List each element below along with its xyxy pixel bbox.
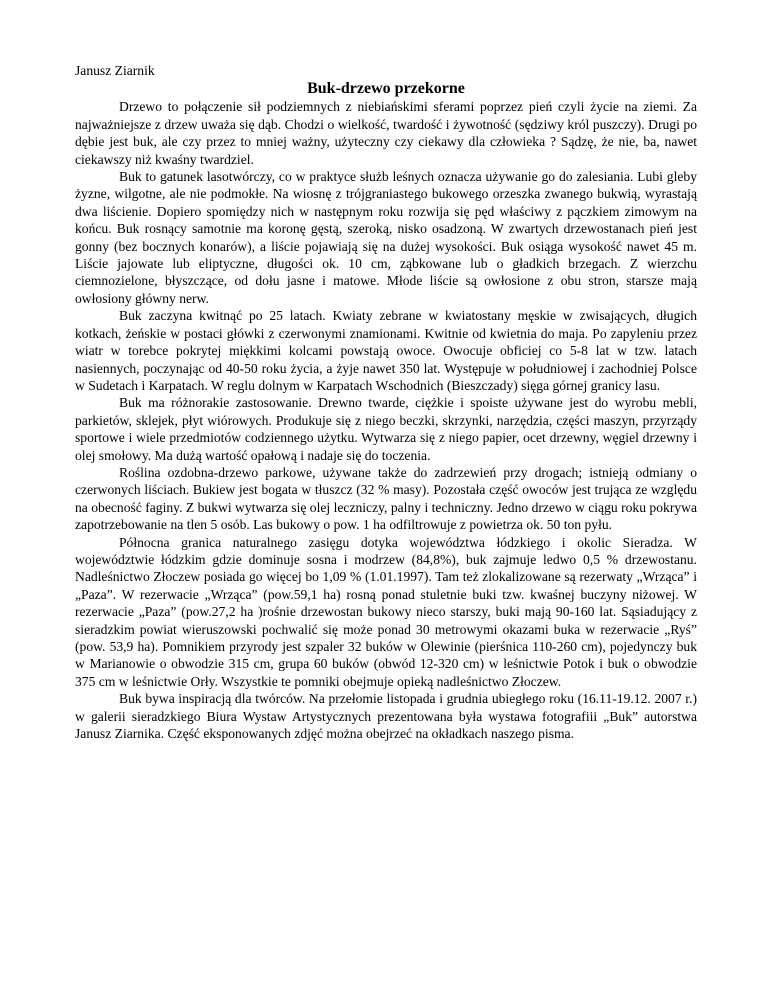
paragraph-intro: Drzewo to połączenie sił podziemnych z niebiańskimi sferami poprzez pień czyli życie na ziemi. Za najważniejsze z drzew uważa się dąb. Chodzi o wielkość, twardość i żywotność (sędziwy król puszczy). Drugi po dębie jest buk, ale czy przez to mniej ważny, użyteczny czy ciekawy dla człowieka ? Sądzę, że nie, ba, nawet ciekawszy niż kwaśny twardziel. xyxy=(75,99,697,167)
paragraph-flowering: Buk zaczyna kwitnąć po 25 latach. Kwiaty zebrane w kwiatostany męskie w zwisających, długich kotkach, żeńskie w postaci główki z czerwonymi znamionami. Kwitnie od kwietnia do maja. Po zapyleniu przez wiatr w torebce pokrytej miękkimi kolcami powstają owoce. Owocuje obficiej co 5-8 lat w tzw. latach nasiennych, poczynając od 40-50 roku życia, a żyje nawet 350 lat. Występuje w południowej i zachodniej Polsce w Sudetach i Karpatach. W reglu dolnym w Karpatach Wschodnich (Bieszczady) sięga górnej granicy lasu. xyxy=(75,308,697,393)
author-name: Janusz Ziarnik xyxy=(75,63,155,78)
article xyxy=(75,62,697,742)
paragraph-inspiration: Buk bywa inspiracją dla twórców. Na przełomie listopada i grudnia ubiegłego roku (16.11-19.12. 2007 r.) w galerii sieradzkiego Biura Wystaw Artystycznych prezentowana była wystawa fotografiii „Buk” autorstwa Janusz Ziarnika. Część eksponowanych zdjęć można obejrzeć na okładkach naszego pisma. xyxy=(75,691,697,742)
paragraph-ornamental: Roślina ozdobna-drzewo parkowe, używane także do zadrzewień przy drogach; istnieją odmiany o czerwonych liściach. Bukiew jest bogata w tłuszcz (32 % masy). Pozostała część owoców jest trująca ze względu na obecność faginy. Z bukwi wytwarza się olej leczniczy, palny i techniczny. Jedno drzewo w ciągu roku pokrywa zapotrzebowanie na tlen 5 osób. Las bukowy o pow. 1 ha odfiltrowuje z powietrza ok. 50 ton pyłu. xyxy=(75,464,697,533)
article-title: Buk-drzewo przekorne xyxy=(307,80,465,98)
paragraph-species: Buk to gatunek lasotwórczy, co w praktyce służb leśnych oznacza używanie go do zalesiania. Lubi gleby żyzne, wilgotne, ale nie podmokłe. Na wiosnę z trójgraniastego bukowego orzeszka zwanego bukwią, wyrastają dwa liścienie. Dopiero spomiędzy nich w następnym roku rozwija się pęd właściwy z pączkiem zimowym na końcu. Buk rosnący samotnie ma koronę gęstą, szeroką, nisko osadzoną. W zwartych drzewostanach pień jest gonny (bez bocznych konarów), a liście pojawiają się na dużej wysokości. Buk osiąga wysokość nawet 45 m. Liście jajowate lub eliptyczne, długości ok. 10 cm, ząbkowane lub o gładkich brzegach. Z wierzchu ciemnozielone, błyszczące, od dołu jasne i matowe. Młode liście są owłosione z obu stron, starsze mają owłosiony główny nerw. xyxy=(75,169,697,306)
paragraph-range: Północna granica naturalnego zasięgu dotyka województwa łódzkiego i okolic Sieradza. W województwie łódzkim gdzie dominuje sosna i modrzew (84,8%), buk zajmuje ledwo 0,5 % drzewostanu. Nadleśnictwo Złoczew posiada go więcej bo 1,09 % (1.01.1997). Tam też zlokalizowane są rezerwaty „Wrząca” i „Paza”. W rezerwacie „Wrząca” (pow.59,1 ha) rosną ponad stuletnie buki tzw. kwaśnej buczyny niżowej. W rezerwacie „Paza” (pow.27,2 ha )rośnie drzewostan bukowy nieco starszy, buki mają 90-160 lat. Sąsiadujący z sieradzkim powiat wieruszowski pochwalić się może ponad 30 metrowymi okazami buka w rezerwacie „Ryś” (pow. 53,9 ha). Pomnikiem przyrody jest szpaler 32 buków w Olewinie (pierśnica 110-260 cm), pojedynczy buk w Marianowie o obwodzie 315 cm, grupa 60 buków (obwód 12-320 cm) w leśnictwie Potok i buk o obwodzie 375 cm w leśnictwie Orły. Wszystkie te pomniki obejmuje opieką nadleśnictwo Złoczew. xyxy=(75,534,697,689)
paragraph-uses: Buk ma różnorakie zastosowanie. Drewno twarde, ciężkie i spoiste używane jest do wyrobu mebli, parkietów, sklejek, płyt wiórowych. Produkuje się z niego beczki, skrzynki, narzędzia, części maszyn, przyrządy sportowe i wiele przedmiotów codziennego użytku. Wytwarza się z niego papier, ocet drzewny, węgiel drzewny i olej smołowy. Ma dużą wartość opałową i nadaje się do toczenia. xyxy=(75,395,697,463)
